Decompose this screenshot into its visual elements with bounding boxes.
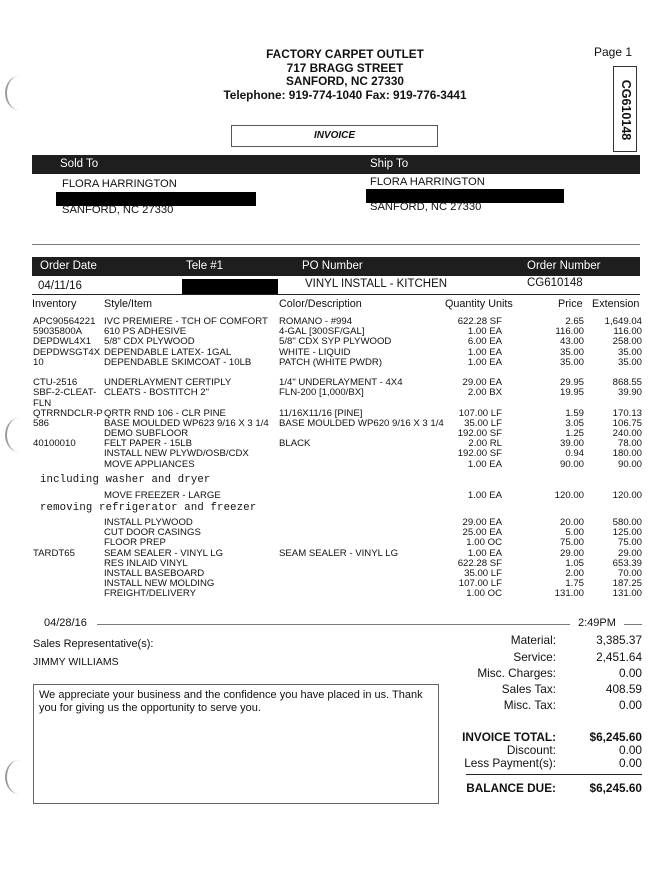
item-style: CUT DOOR CASINGS [104, 527, 201, 539]
sold-to-name: FLORA HARRINGTON [62, 178, 177, 190]
item-price: 75.00 [559, 537, 584, 549]
vertical-invoice-id-box [613, 66, 637, 152]
item-style: BASE MOULDED WP623 9/16 X 3 1/4 [104, 417, 269, 429]
item-color: BASE MOULDED WP620 9/16 X 3 1/4 [279, 417, 444, 429]
item-inventory: DEPDWL4X1 [33, 336, 92, 348]
item-style: DEMO SUBFLOOR [104, 428, 189, 440]
item-style: INSTALL BASEBOARD [104, 567, 205, 579]
item-style: DEPENDABLE SKIMCOAT - 10LB [104, 356, 252, 368]
vertical-invoice-id: CG610148 [619, 79, 633, 141]
item-extension: 29.00 [617, 547, 642, 559]
item-qty: 2.00 BX [467, 387, 502, 399]
item-price: 2.65 [565, 316, 584, 327]
misc-tax-value: 0.00 [619, 698, 642, 712]
item-price: 35.00 [559, 356, 584, 368]
item-extension: 258.00 [612, 336, 642, 348]
freezer-price: 120.00 [554, 490, 584, 501]
freezer-style: MOVE FREEZER - LARGE [104, 490, 221, 501]
item-inventory: TARDT65 [33, 547, 75, 559]
item-color: 11/16X11/16 [PINE] [279, 407, 363, 419]
punch-hole-top [5, 76, 33, 110]
item-color: 4-GAL [300SF/GAL] [279, 326, 365, 338]
company-phones: Telephone: 919-774-1040 Fax: 919-776-3441 [223, 87, 467, 102]
service-label: Service: [513, 650, 556, 664]
item-qty: 622.28 SF [457, 316, 502, 327]
item-extension: 35.00 [617, 356, 642, 368]
item-inventory: 10 [33, 356, 44, 368]
item-color [279, 559, 449, 569]
item-extension: 39.90 [617, 387, 642, 399]
color-column [279, 317, 449, 470]
balance-rule [466, 774, 642, 775]
item-qty: 25.00 EA [462, 527, 502, 539]
item-extension: 240.00 [612, 428, 642, 440]
item-color [279, 579, 449, 589]
item-qty: 1.00 OC [466, 588, 502, 600]
tele-header: Tele #1 [186, 260, 224, 272]
item-qty: 1.00 EA [467, 356, 502, 368]
item-color: 1/4" UNDERLAYMENT - 4X4 [279, 377, 403, 389]
balance-due-label: BALANCE DUE: [466, 781, 556, 795]
discount-label: Discount: [506, 743, 556, 757]
po-number: VINYL INSTALL - KITCHEN [305, 278, 448, 290]
style-column [104, 518, 274, 600]
item-color: ROMANO - #994 [279, 316, 353, 327]
inventory-column-header: Inventory [32, 298, 77, 310]
order-row-underline [32, 294, 640, 295]
invoice-title: INVOICE [313, 130, 356, 141]
item-style: 610 PS ADHESIVE [104, 326, 187, 338]
item-style: SEAM SEALER - VINYL LG [104, 547, 224, 559]
ship-to-label: Ship To [370, 158, 409, 170]
quantity-column-header: Quantity Units [445, 298, 513, 310]
quantity-column [440, 317, 502, 470]
item-extension: 131.00 [612, 588, 642, 600]
item-price: 20.00 [559, 517, 584, 528]
item-style: INSTALL NEW PLYWD/OSB/CDX [104, 448, 249, 460]
misc-charges-label: Misc. Charges: [477, 666, 556, 680]
note-washer-dryer: including washer and dryer [40, 474, 211, 486]
sales-tax-value: 408.59 [605, 682, 642, 696]
item-color: WHITE - LIQUID [279, 346, 351, 358]
invoice-title-box [231, 125, 438, 147]
item-extension: 170.13 [612, 407, 642, 419]
extension-column [580, 317, 642, 470]
item-price: 29.95 [559, 377, 584, 389]
item-color [279, 589, 449, 599]
color-column-header: Color/Description [279, 298, 362, 310]
sold-to-city: SANFORD, NC 27330 [62, 204, 174, 216]
item-qty: 192.00 SF [457, 448, 502, 460]
item-style: QRTR RND 106 - CLR PINE [104, 407, 226, 419]
item-price: 3.05 [565, 417, 584, 429]
item-style: FLOOR PREP [104, 537, 166, 549]
item-extension: 125.00 [612, 527, 642, 539]
item-price: 35.00 [559, 346, 584, 358]
sales-rep-label: Sales Representative(s): [33, 638, 154, 650]
sales-tax-label: Sales Tax: [501, 682, 556, 696]
item-price: 1.75 [565, 578, 584, 590]
item-price: 116.00 [555, 326, 584, 338]
misc-charges-value: 0.00 [619, 666, 642, 680]
page-number: Page 1 [594, 45, 633, 59]
item-inventory: SBF-2-CLEAT- [33, 387, 97, 399]
item-inventory: FLN [33, 397, 52, 409]
invoice-total-label: INVOICE TOTAL: [462, 730, 556, 744]
sold-to-label: Sold To [60, 158, 99, 170]
item-price: 43.00 [559, 336, 584, 348]
item-qty: 1.00 EA [467, 458, 502, 470]
less-payment-label: Less Payment(s): [464, 756, 556, 770]
item-qty: 35.00 LF [464, 417, 502, 429]
item-price: 29.00 [559, 547, 584, 559]
item-qty: 1.00 EA [467, 326, 502, 338]
service-value: 2,451.64 [596, 650, 642, 664]
extension-column-header: Extension [592, 298, 640, 310]
item-price: 0.94 [565, 448, 584, 460]
item-inventory: 40100010 [33, 438, 76, 450]
order-number: CG610148 [527, 277, 583, 289]
punch-hole-bottom [5, 760, 33, 794]
item-inventory: 586 [33, 417, 50, 429]
item-color: SEAM SEALER - VINYL LG [279, 547, 399, 559]
style-column-header: Style/Item [104, 298, 153, 310]
item-qty: 1.00 OC [466, 537, 502, 549]
item-inventory: 59035800A [33, 326, 83, 338]
thank-you-message: We appreciate your business and the confidence you have placed in us. Thank you for giving us the opportunity to serve you. [39, 689, 423, 714]
item-qty: 107.00 LF [458, 407, 502, 419]
freezer-qty: 1.00 EA [467, 490, 502, 501]
item-style: MOVE APPLIANCES [104, 458, 195, 470]
item-color: PATCH (WHITE PWDR) [279, 356, 383, 368]
item-qty: 107.00 LF [458, 578, 502, 590]
item-price: 39.00 [559, 438, 584, 450]
less-payment-value: 0.00 [619, 756, 642, 770]
item-style: DEPENDABLE LATEX- 1GAL [104, 346, 232, 358]
item-inventory: CTU-2516 [33, 377, 78, 389]
item-style: CLEATS - BOSTITCH 2" [104, 387, 210, 399]
inventory-column [33, 518, 103, 600]
item-style: INSTALL NEW MOLDING [104, 578, 215, 590]
footer-divider-right [624, 624, 642, 625]
footer-divider-left [97, 624, 570, 625]
item-inventory [33, 518, 103, 528]
item-color [279, 569, 449, 579]
item-qty: 6.00 EA [467, 336, 502, 348]
telephone-redaction [182, 279, 278, 294]
item-inventory: DEPDWSGT4X [33, 346, 101, 358]
item-inventory [33, 559, 103, 569]
item-style: FELT PAPER - 15LB [104, 438, 192, 450]
item-price: 131.00 [554, 588, 584, 600]
company-name: FACTORY CARPET OUTLET [266, 47, 424, 61]
item-inventory: QTRRNDCLR-P [33, 407, 103, 419]
item-qty: 29.00 EA [462, 517, 502, 528]
item-style: IVC PREMIERE - TCH OF COMFORT [104, 316, 268, 327]
item-extension: 90.00 [617, 458, 642, 470]
item-inventory [33, 589, 103, 599]
item-qty: 1.00 EA [467, 346, 502, 358]
item-qty: 622.28 SF [457, 557, 502, 569]
order-number-header: Order Number [527, 260, 601, 272]
item-qty: 2.00 RL [468, 438, 502, 450]
item-extension: 70.00 [617, 567, 642, 579]
item-price: 1.59 [565, 407, 584, 419]
sales-rep-name: JIMMY WILLIAMS [33, 656, 119, 668]
item-style: UNDERLAYMENT CERTIPLY [104, 377, 232, 389]
material-label: Material: [510, 633, 556, 647]
item-extension: 580.00 [612, 517, 642, 528]
item-color: FLN-200 [1,000/BX] [279, 387, 364, 399]
discount-value: 0.00 [619, 743, 642, 757]
po-number-header: PO Number [302, 260, 363, 272]
invoice-total-value: $6,245.60 [589, 730, 642, 744]
item-qty: 192.00 SF [457, 428, 502, 440]
color-column [279, 518, 449, 600]
footer-time: 2:49PM [578, 617, 616, 629]
quantity-column [440, 518, 502, 600]
item-extension: 1,649.04 [604, 316, 642, 327]
item-style: 5/8" CDX PLYWOOD [104, 336, 195, 348]
item-style: INSTALL PLYWOOD [104, 517, 193, 528]
extension-column [580, 518, 642, 600]
item-extension: 653.39 [612, 557, 642, 569]
address-header-bar [32, 155, 640, 174]
item-color: 5/8" CDX SYP PLYWOOD [279, 336, 392, 348]
item-price: 2.00 [565, 567, 584, 579]
item-extension: 180.00 [612, 448, 642, 460]
item-inventory [33, 579, 103, 589]
item-qty: 29.00 EA [462, 377, 502, 389]
item-price: 90.00 [559, 458, 584, 470]
note-refrigerator-freezer: removing refrigerator and freezer [40, 502, 257, 514]
item-color [279, 528, 449, 538]
order-header-bar [32, 257, 640, 276]
item-inventory [33, 460, 103, 470]
item-style: FREIGHT/DELIVERY [104, 588, 197, 600]
item-style: RES INLAID VINYL [104, 557, 188, 569]
price-column-header: Price [558, 298, 583, 310]
item-price: 1.05 [565, 557, 584, 569]
company-city: SANFORD, NC 27330 [285, 74, 404, 89]
item-color [279, 449, 449, 459]
address-divider [32, 244, 640, 245]
price-column [530, 317, 584, 470]
item-extension: 75.00 [617, 537, 642, 549]
company-street: 717 BRAGG STREET [286, 60, 404, 75]
item-price: 1.25 [565, 428, 584, 440]
item-inventory [33, 528, 103, 538]
price-column [530, 518, 584, 600]
ship-to-name: FLORA HARRINGTON [370, 176, 485, 188]
order-date-header: Order Date [40, 260, 97, 272]
item-inventory: APC90564221 [33, 316, 96, 327]
style-column [104, 317, 274, 470]
item-extension: 116.00 [613, 326, 642, 338]
balance-due-value: $6,245.60 [589, 781, 642, 795]
item-extension: 35.00 [617, 346, 642, 358]
item-inventory [33, 569, 103, 579]
item-color [279, 460, 449, 470]
inventory-column [33, 317, 103, 470]
misc-tax-label: Misc. Tax: [503, 698, 556, 712]
item-qty: 1.00 EA [467, 547, 502, 559]
item-qty: 35.00 LF [464, 567, 502, 579]
item-price: 5.00 [565, 527, 584, 539]
punch-hole-middle [5, 418, 33, 452]
ship-to-city: SANFORD, NC 27330 [370, 201, 482, 213]
order-date: 04/11/16 [38, 280, 82, 292]
freezer-ext: 120.00 [612, 490, 642, 501]
item-color: BLACK [279, 438, 311, 450]
material-value: 3,385.37 [596, 633, 642, 647]
company-header [180, 48, 510, 102]
item-inventory [33, 449, 103, 459]
footer-date: 04/28/16 [44, 617, 87, 629]
thank-you-box [33, 684, 439, 804]
item-color [279, 518, 449, 528]
item-extension: 187.25 [612, 578, 642, 590]
item-extension: 868.55 [612, 377, 642, 389]
item-extension: 78.00 [617, 438, 642, 450]
item-extension: 106.75 [612, 417, 642, 429]
item-price: 19.95 [559, 387, 584, 399]
